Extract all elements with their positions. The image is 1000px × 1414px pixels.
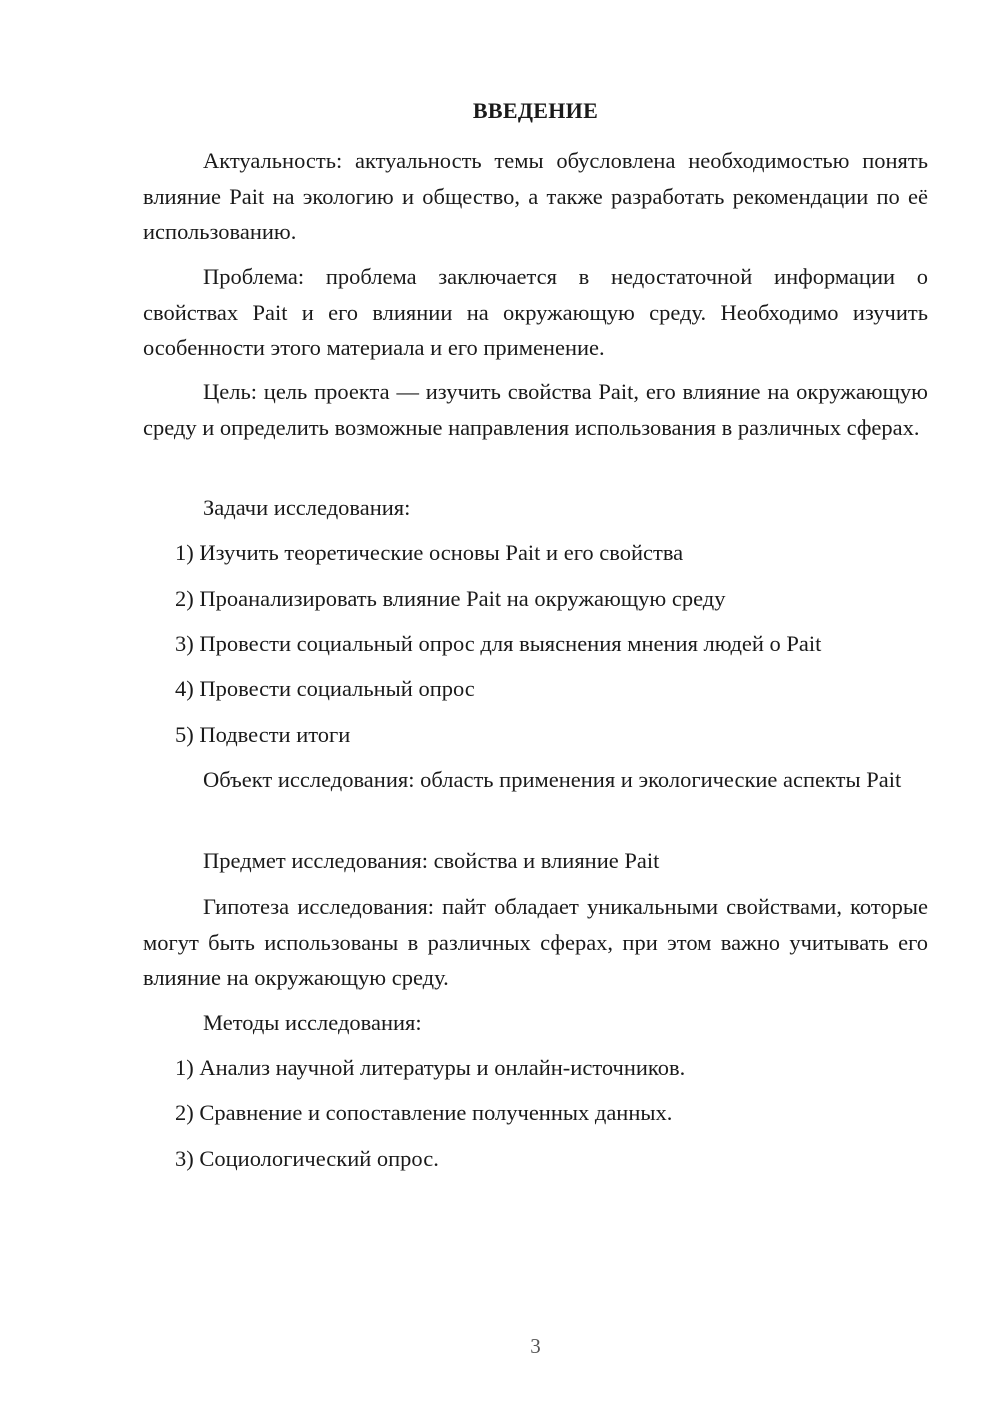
- list-item: 2) Проанализировать влияние Pait на окружающую среду: [175, 586, 726, 611]
- hypothesis-paragraph: Гипотеза исследования: пайт обладает уникальными свойствами, которые могут быть использованы в различных сферах, при этом важно учитывать его влияние на окружающую среду.: [143, 894, 928, 990]
- object-paragraph: Объект исследования: область применения и экологические аспекты Pait: [203, 767, 902, 792]
- relevance-paragraph: Актуальность: актуальность темы обусловлена необходимостью понять влияние Pait на экологию и общество, а также разработать рекомендации по её использованию.: [143, 148, 928, 244]
- goal-paragraph: Цель: цель проекта — изучить свойства Pait, его влияние на окружающую среду и определить возможные направления использования в различных сферах.: [143, 379, 928, 440]
- methods-title: Методы исследования:: [203, 1010, 422, 1035]
- problem-paragraph: Проблема: проблема заключается в недостаточной информации о свойствах Pait и его влиянии на окружающую среду. Необходимо изучить особенности этого материала и его применение.: [143, 264, 928, 360]
- subject-paragraph: Предмет исследования: свойства и влияние Pait: [203, 848, 660, 873]
- document-page: [143, 0, 928, 1414]
- list-item: 1) Изучить теоретические основы Pait и его свойства: [175, 540, 684, 565]
- list-item: 2) Сравнение и сопоставление полученных данных.: [175, 1100, 673, 1125]
- tasks-title: Задачи исследования:: [203, 495, 411, 520]
- list-item: 3) Провести социальный опрос для выяснения мнения людей о Pait: [175, 631, 822, 656]
- list-item: 5) Подвести итоги: [175, 722, 351, 747]
- list-item: 4) Провести социальный опрос: [175, 676, 475, 701]
- page-number: 3: [530, 1334, 541, 1358]
- page-title: ВВЕДЕНИЕ: [472, 98, 599, 123]
- list-item: 1) Анализ научной литературы и онлайн-источников.: [175, 1055, 686, 1080]
- list-item: 3) Социологический опрос.: [175, 1146, 439, 1171]
